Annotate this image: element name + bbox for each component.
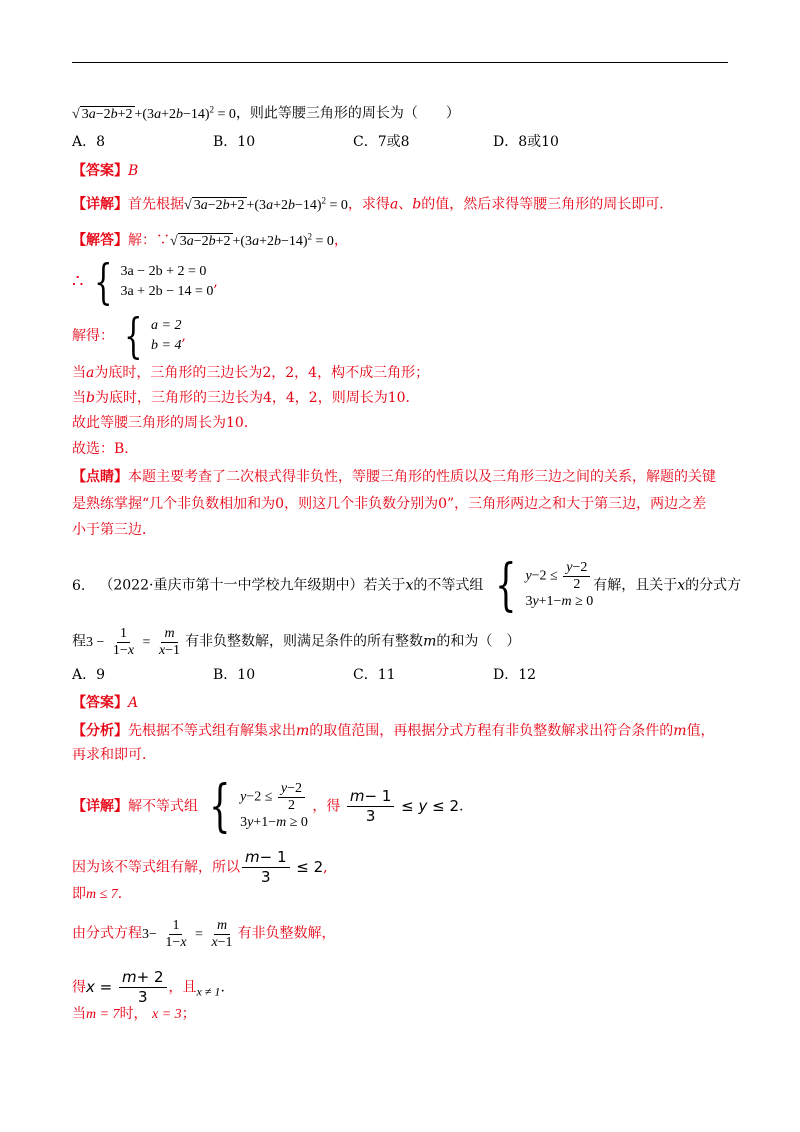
q5-equation: √ $3a-2b+2 +(3a+2b-14)^2 = 0$ [72, 104, 236, 122]
q6-stem-2: 程3 − $\frac{1}{1-x}$ = $\frac{m}{x-1}$ 有非负整数解，则满足条件的所有整数m的和为（ ） [72, 626, 521, 658]
q5-option-b: B．10 [213, 134, 256, 150]
q5-sys-eq1: 3a − 2b + 2 = 0 [120, 264, 207, 279]
q5-solve: 【解答】解：∵√ $3a-2b+2 +(3a+2b-14)^2 = 0$， [72, 231, 348, 249]
q6-option-d: D．12 [493, 667, 537, 683]
q6-because: 因为该不等式组有解，所以 $\frac{m- 1}{3}$ ≤ 2, [72, 848, 328, 886]
q5-sys-eq2: 3a + 2b − 14 = 0 [120, 284, 214, 299]
q5-system: ∴ { 3a − 2b + 2 = 0 3a + 2b − 14 = 0 , [72, 254, 218, 310]
q5-option-c: C．7或8 [353, 134, 410, 150]
q6-analysis: 【分析】先根据不等式组有解集求出m的取值范围，再根据分式方程有非负整数解求出符合条件的m值， [72, 723, 715, 739]
q6-de: 得x = $\frac{m+ 2}{3}$ ，且x ≠ 1. [72, 968, 225, 1006]
q6-fenshi: 由分式方程3− $\frac{1}{1-x}$ = $\frac{m}{x-1}$ 有非负整数解， [72, 918, 336, 950]
q5-conclusion: 故此等腰三角形的周长为10． [72, 415, 258, 431]
q6-option-a: A．9 [72, 667, 106, 683]
q6-stem: 6. （2022·重庆市第十一中学校九年级期中）若关于x的不等式组 { y−2 ≤ $\frac{y-2}{2}$ 3y+1−m ≥ 0 有解，且关于x的分式方 [72, 552, 742, 618]
q6-option-c: C．11 [353, 667, 396, 683]
q6-analysis-2: 再求和即可． [72, 747, 156, 763]
q5-detail: 【详解】首先根据√ $3a-2b+2 +(3a+2b-14)^2 = 0$，求得a、b的值，然后求得等腰三角形的周长即可． [72, 195, 674, 213]
header-rule [72, 62, 728, 63]
q5-answer: 【答案】B [72, 163, 139, 179]
q5-stem: √ $3a-2b+2 +(3a+2b-14)^2 = 0$，则此等腰三角形的周长为（ ） [72, 104, 460, 122]
q5-choose: 故选：B． [72, 441, 139, 457]
q5-option-a: A．8 [72, 134, 106, 150]
q6-option-b: B．10 [213, 667, 256, 683]
q5-sol-eq1: a = 2 [151, 318, 182, 333]
q6-case: 当m = 7时， x = 3； [72, 1006, 196, 1022]
q5-comment-2: 是熟练掌握“几个非负数相加和为0，则这几个非负数分别为0”，三角形两边之和大于第三边，两边之差 [72, 496, 707, 512]
q5-case2: 当b为底时，三角形的三边长为4，4，2，则周长为10． [72, 390, 420, 406]
q6-ji: 即m ≤ 7． [72, 886, 132, 902]
q6-answer: 【答案】A [72, 695, 139, 711]
q5-solution: 解得： { a = 2 b = 4 , [72, 308, 186, 364]
q5-case1: 当a为底时，三角形的三边长为2，2，4，构不成三角形； [72, 365, 430, 381]
q5-comment: 【点睛】本题主要考查了二次根式得非负性，等腰三角形的性质以及三角形三边之间的关系，解题的关键 [72, 469, 716, 485]
q5-option-d: D．8或10 [493, 134, 559, 150]
q5-sol-eq2: b = 4 [151, 338, 182, 353]
q6-detail: 【详解】解不等式组 { y−2 ≤ $\frac{y-2}{2}$ 3y+1−m ≥ 0 ，得 $\frac{m- 1}{3}$ ≤ y ≤ 2. [72, 773, 464, 839]
q5-comment-3: 小于第三边． [72, 522, 156, 538]
